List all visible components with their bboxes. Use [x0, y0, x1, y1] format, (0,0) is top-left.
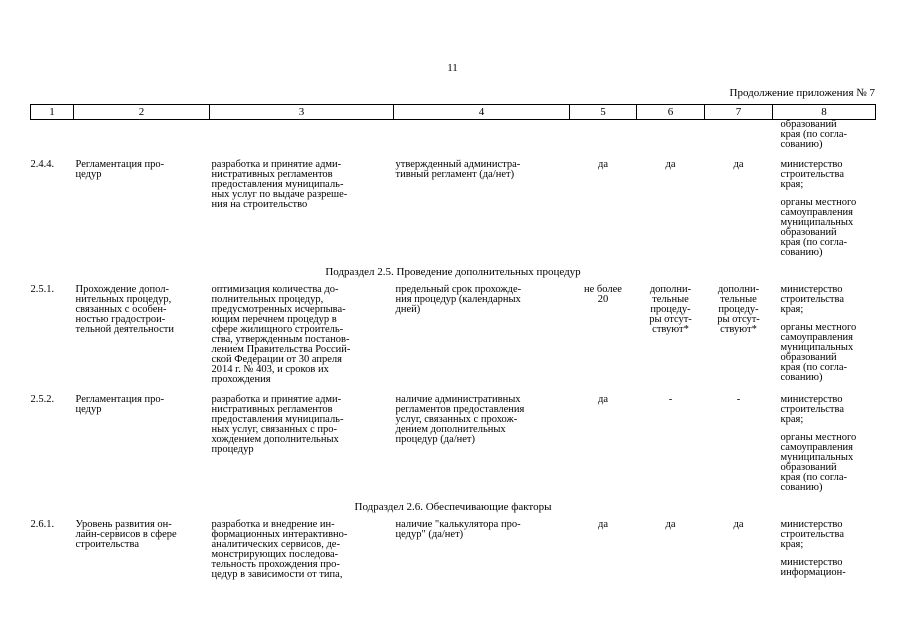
subsection-title: Подраздел 2.6. Обеспечивающие факторы [354, 501, 552, 513]
item-number [31, 520, 74, 580]
text-line: строительства [780, 294, 845, 305]
text-line: ствуют* [720, 324, 757, 335]
text-line: сованию) [780, 372, 823, 383]
text-line: министерство [780, 284, 843, 295]
text-line: 20 [597, 294, 609, 305]
text-line: да [665, 159, 676, 170]
target-indicator-cell [394, 520, 570, 580]
text-line: строительства [780, 529, 845, 540]
responsible-cell [773, 160, 876, 258]
text-line: органы местного [780, 432, 857, 443]
text-line: дением дополнительных [395, 424, 506, 435]
text-line: цедур в зависимости от типа, [211, 569, 343, 580]
text-line: строительства [780, 404, 845, 415]
text-line: утвержденный администра- [395, 159, 521, 170]
text-line: предоставления муниципаль- [211, 179, 344, 190]
text-line: образований [780, 352, 837, 363]
measure-cell [210, 285, 394, 385]
value-cell [570, 520, 637, 580]
text-line: да [597, 394, 608, 405]
text-line: 2.5.2. [30, 394, 55, 405]
value-cell [570, 160, 637, 258]
text-line: ностью градострои- [75, 314, 166, 325]
text-line: - [668, 394, 673, 405]
text-line: наличие административных [395, 394, 521, 405]
column-number: 7 [705, 105, 773, 120]
subsection-title: Подраздел 2.5. Проведение дополнительных процедур [325, 266, 581, 278]
text-line: министерство [780, 519, 843, 530]
text-line: муниципальных [780, 342, 854, 353]
text-line: полнительных процедур, [211, 294, 324, 305]
responsible-cell [773, 285, 876, 385]
column-number: 2 [74, 105, 210, 120]
text-line: ния процедур (календарных [395, 294, 521, 305]
text-line: предусмотренных исчерпыва- [211, 304, 346, 315]
text-line: министерство [780, 394, 843, 405]
text-line: предоставления муниципаль- [211, 414, 344, 425]
value-cell [705, 520, 773, 580]
responsible-group [781, 198, 874, 258]
text-line: сфере жилищного строитель- [211, 324, 344, 335]
target-indicator-cell [394, 395, 570, 493]
text-line: нистративных регламентов [211, 169, 333, 180]
value-cell [637, 285, 705, 385]
indicator-cell [74, 160, 210, 258]
text-line: дополни- [649, 284, 692, 295]
column-number: 5 [570, 105, 637, 120]
subsection-heading [31, 258, 876, 285]
text-line: тельные [652, 294, 689, 305]
text-line: монстрирующих последова- [211, 549, 339, 560]
text-line: разработка и принятие адми- [211, 159, 342, 170]
text-line: края; [780, 414, 804, 425]
text-line: 2.5.1. [30, 284, 55, 295]
text-line: края; [780, 539, 804, 550]
text-line: ры отсут- [649, 314, 692, 325]
text-line: да [665, 519, 676, 530]
column-number: 8 [773, 105, 876, 120]
table-row [31, 395, 876, 493]
text-line: края; [780, 304, 804, 315]
text-line: края (по согла- [780, 362, 848, 373]
text-line: услуг, связанных с прохож- [395, 414, 518, 425]
item-number [31, 160, 74, 258]
text-line: нительных процедур, [75, 294, 172, 305]
responsible-group [781, 558, 874, 578]
text-line: прохождения [211, 374, 271, 385]
text-line: предельный срок прохожде- [395, 284, 522, 295]
text-line: образований [780, 119, 837, 130]
value-cell [705, 160, 773, 258]
text-line: ры отсут- [717, 314, 760, 325]
text-line: да [733, 159, 744, 170]
value-cell [637, 395, 705, 493]
appendix-table [30, 104, 876, 580]
text-line: цедур [75, 169, 102, 180]
responsible-cell [773, 520, 876, 580]
value-cell [637, 160, 705, 258]
table-row [31, 285, 876, 385]
text-line: информацион- [780, 567, 846, 578]
measure-cell [210, 160, 394, 258]
value-cell [705, 285, 773, 385]
text-line: тельной деятельности [75, 324, 174, 335]
text-line: ющим перечнем процедур в [211, 314, 337, 325]
carryover-row [31, 120, 876, 151]
indicator-cell [74, 395, 210, 493]
item-number [31, 395, 74, 493]
responsible-group [781, 285, 874, 315]
text-line: самоуправления [780, 332, 854, 343]
text-line: разработка и внедрение ин- [211, 519, 335, 530]
text-line: 2.4.4. [30, 159, 55, 170]
text-line: образований [780, 227, 837, 238]
text-line: да [597, 519, 608, 530]
text-line: тельность прохождения про- [211, 559, 340, 570]
text-line: нистративных регламентов [211, 404, 333, 415]
text-line: хождением дополнительных [211, 434, 339, 445]
text-line: цедур" (да/нет) [395, 529, 464, 540]
text-line: органы местного [780, 197, 857, 208]
text-line: лайн-сервисов в сфере [75, 529, 177, 540]
item-number [31, 285, 74, 385]
page-number: 11 [447, 62, 458, 74]
responsible-cell [773, 120, 876, 151]
text-line: Регламентация про- [75, 394, 165, 405]
text-line: муниципальных [780, 217, 854, 228]
text-line: цедур [75, 404, 102, 415]
responsible-cell [773, 395, 876, 493]
text-line: лением Правительства Россий- [211, 344, 351, 355]
value-cell [705, 395, 773, 493]
value-cell [570, 285, 637, 385]
text-line: 2.6.1. [30, 519, 55, 530]
text-line: связанных с особен- [75, 304, 167, 315]
text-line: 2014 г. № 403, и сроков их [211, 364, 329, 375]
responsible-group [781, 433, 874, 493]
text-line: регламентов предоставления [395, 404, 525, 415]
responsible-group [781, 520, 874, 550]
text-line: ных услуг, связанных с про- [211, 424, 338, 435]
indicator-cell [74, 285, 210, 385]
text-line: дополни- [717, 284, 760, 295]
continuation-caption: Продолжение приложения № 7 [729, 87, 875, 99]
column-number: 3 [210, 105, 394, 120]
responsible-group [781, 395, 874, 425]
text-line: да [733, 519, 744, 530]
value-cell [637, 520, 705, 580]
text-line: процеду- [650, 304, 691, 315]
text-line: Прохождение допол- [75, 284, 170, 295]
text-line: процедур [211, 444, 254, 455]
table-row [31, 520, 876, 580]
text-line: оптимизация количества до- [211, 284, 339, 295]
text-line: наличие "калькулятора про- [395, 519, 521, 530]
text-line: ных услуг по выдаче разреше- [211, 189, 348, 200]
column-number: 6 [637, 105, 705, 120]
text-line: края (по согла- [780, 237, 848, 248]
column-number: 1 [31, 105, 74, 120]
indicator-cell [74, 520, 210, 580]
text-line: сованию) [780, 139, 823, 150]
column-number: 4 [394, 105, 570, 120]
text-line: края (по согла- [780, 472, 848, 483]
text-line: Регламентация про- [75, 159, 165, 170]
target-indicator-cell [394, 285, 570, 385]
text-line: дней) [395, 304, 421, 315]
text-line: самоуправления [780, 442, 854, 453]
text-line: тивный регламент (да/нет) [395, 169, 515, 180]
table-row [31, 160, 876, 258]
text-line: строительства [75, 539, 140, 550]
text-line: тельные [720, 294, 757, 305]
text-line: процеду- [718, 304, 759, 315]
text-line: не более [584, 284, 622, 295]
text-line: муниципальных [780, 452, 854, 463]
text-line: сованию) [780, 482, 823, 493]
text-line: министерство [780, 557, 843, 568]
text-line: разработка и принятие адми- [211, 394, 342, 405]
target-indicator-cell [394, 160, 570, 258]
text-line: ния на строительство [211, 199, 308, 210]
text-line: министерство [780, 159, 843, 170]
text-line: аналитических сервисов, де- [211, 539, 340, 550]
text-line: ства, утвержденным постанов- [211, 334, 350, 345]
text-line: процедур (да/нет) [395, 434, 476, 445]
measure-cell [210, 520, 394, 580]
responsible-group [781, 160, 874, 190]
text-line: ствуют* [652, 324, 689, 335]
text-line: органы местного [780, 322, 857, 333]
text-line: края; [780, 179, 804, 190]
column-number-row [31, 105, 876, 120]
text-line: - [736, 394, 741, 405]
text-line: ской Федерации от 30 апреля [211, 354, 343, 365]
responsible-group [781, 323, 874, 383]
text-line: самоуправления [780, 207, 854, 218]
text-line: образований [780, 462, 837, 473]
text-line: Уровень развития он- [75, 519, 172, 530]
value-cell [570, 395, 637, 493]
text-line: сованию) [780, 247, 823, 258]
measure-cell [210, 395, 394, 493]
subsection-heading [31, 493, 876, 520]
text-line: формационных интерактивно- [211, 529, 348, 540]
text-line: да [597, 159, 608, 170]
text-line: строительства [780, 169, 845, 180]
text-line: края (по согла- [780, 129, 848, 140]
